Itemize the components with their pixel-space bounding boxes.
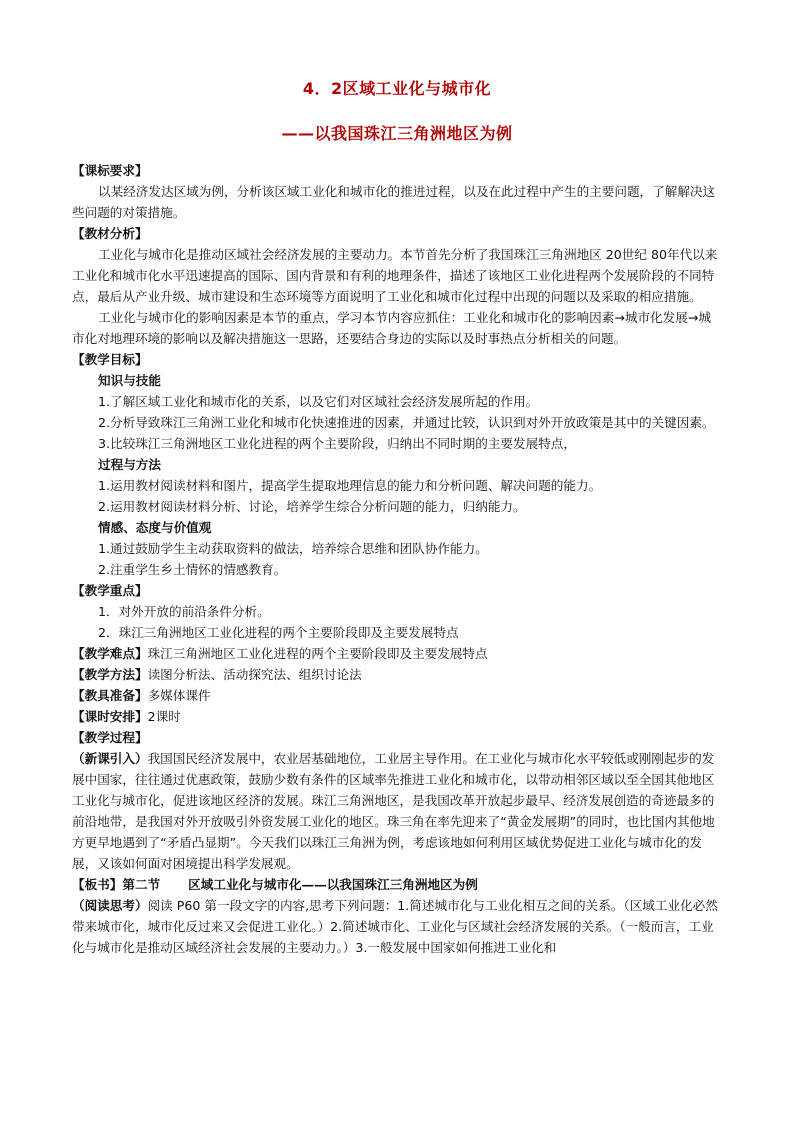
section-heading-nandian: 【教学难点】 (72, 646, 148, 661)
document-subtitle: ——以我国珠江三角洲地区为例 (281, 124, 513, 143)
list-item: 2.注重学生乡土情怀的情感教育。 (98, 562, 287, 577)
list-item: 1.了解区域工业化和城市化的关系，以及它们对区域社会经济发展所起的作用。 (98, 394, 539, 409)
nandian-line (72, 643, 722, 664)
intro-text: 我国国民经济发展中，农业居基础地位，工业居主导作用。在工业化与城市化水平较低或刚刚起步的发展中国家，往往通过优惠政策，鼓励少数有条件的区域率先推进工业化和城市化，以带动相邻区域以至全国其他地区工业化与城市化，促进该地区经济的发展。珠江三角洲地区，是我国改革开放起步最早、经济发展创造的奇迹最多的前沿地带，是我国对外开放吸引外资发展工业化的地区。珠三角在率先迎来了“黄金发展期”的同时，也比国内其他地方更早地遇到了“矛盾凸显期”。今天我们以珠江三角洲为例，考虑该地如何利用区域优势促进工业化与城市化的发展，又该如何面对困境提出科学发展观。 (72, 751, 715, 871)
subheading-process: 过程与方法 (98, 457, 161, 472)
board-label: 【板书】第二节 (72, 877, 161, 892)
list-item: 3.比较珠江三角洲地区工业化进程的两个主要阶段，归纳出不同时期的主要发展特点， (98, 436, 576, 451)
list-item: 1.通过鼓励学生主动获取资料的做法，培养综合思维和团队协作能力。 (98, 541, 488, 556)
section-heading-keshi: 【课时安排】 (72, 709, 148, 724)
document-title: 4．2区域工业化与城市化 (302, 79, 492, 98)
list-item: 2.运用教材阅读材料分析、讨论，培养学生综合分析问题的能力，归纳能力。 (98, 499, 526, 514)
fangfa-line (72, 664, 722, 685)
list-item: 2.分析导致珠江三角洲工业化和城市化快速推进的因素，并通过比较，认识到对外开放政策是其中的关键因素。 (98, 415, 715, 430)
jiaoju-text: 多媒体课件 (147, 688, 211, 703)
fangfa-text: 读图分析法、活动探究法、组织讨论法 (147, 667, 362, 682)
document-page (72, 70, 722, 958)
section-heading-jiaoju: 【教具准备】 (72, 688, 148, 703)
reading-label: （阅读思考） (72, 898, 148, 913)
jiaoju-line (72, 685, 722, 706)
reading-paragraph (72, 895, 722, 958)
list-item: 2．珠江三角洲地区工业化进程的两个主要阶段即及主要发展特点 (98, 625, 459, 640)
keshi-text: 2课时 (147, 709, 181, 724)
jiaocai-para-1: 工业化与城市化是推动区域社会经济发展的主要动力。本节首先分析了我国珠江三角洲地区 20世纪 80年代以来工业化和城市化水平迅速提高的国际、国内背景和有利的地理条件，描述了该地区工业化进程两个发展阶段的不同特点，最后从产业升级、城市建设和生态环境等方面说明了工业化和城市化过程中出现的问题以及采取的相应措施。 (72, 247, 718, 304)
section-heading-fangfa: 【教学方法】 (72, 667, 148, 682)
jiaocai-para-2: 工业化与城市化的影响因素是本节的重点，学习本节内容应抓住：工业化和城市化的影响因素→城市化发展→城市化对地理环境的影响以及解决措施这一思路，还要结合身边的实际以及时事热点分析相关的问题。 (72, 310, 712, 346)
reading-text: 阅读 P60 第一段文字的内容,思考下列问题：1.简述城市化与工业化相互之间的关系。（区域工业化必然带来城市化，城市化反过来又会促进工业化。）2.简述城市化、工业化与区域社会经济发展的关系。（一般而言，工业化与城市化是推动区域经济社会发展的主要动力。）3.一般发展中国家如何推进工业化和 (72, 898, 718, 955)
list-item: 1.运用教材阅读材料和图片，提高学生提取地理信息的能力和分析问题、解决问题的能力。 (98, 478, 602, 493)
kebiao-text: 以某经济发达区域为例，分析该区域工业化和城市化的推进过程，以及在此过程中产生的主要问题，了解解决这些问题的对策措施。 (72, 184, 716, 220)
section-heading-jiaocai: 【教材分析】 (72, 226, 148, 241)
section-heading-mubiao: 【教学目标】 (72, 352, 148, 367)
section-heading-kebiao: 【课标要求】 (72, 163, 148, 178)
nandian-text: 珠江三角洲地区工业化进程的两个主要阶段即及主要发展特点 (147, 646, 488, 661)
board-text: 区域工业化与城市化——以我国珠江三角洲地区为例 (188, 877, 478, 892)
intro-label: （新课引入） (72, 751, 148, 766)
intro-paragraph (72, 748, 722, 874)
subheading-emotion: 情感、态度与价值观 (98, 520, 212, 535)
board-line (72, 874, 722, 895)
section-heading-zhongdian: 【教学重点】 (72, 583, 148, 598)
subheading-knowledge: 知识与技能 (98, 373, 161, 388)
keshi-line (72, 706, 722, 727)
section-heading-guocheng: 【教学过程】 (72, 730, 148, 745)
list-item: 1．对外开放的前沿条件分析。 (98, 604, 270, 619)
